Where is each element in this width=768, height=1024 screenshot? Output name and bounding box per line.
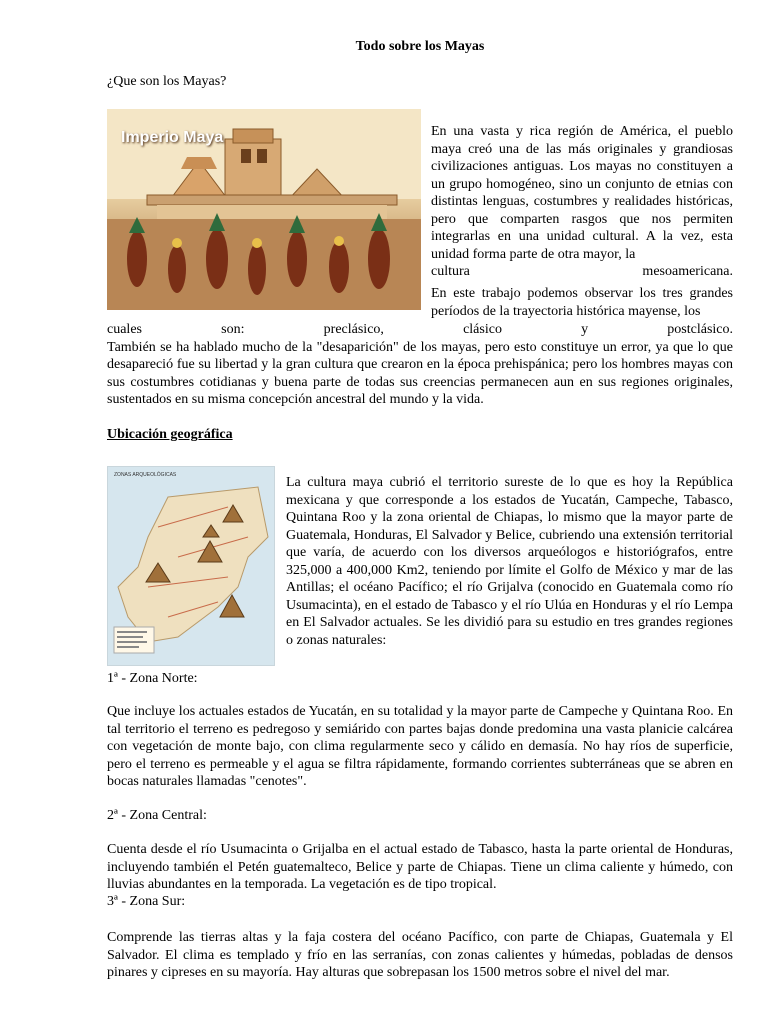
zone-north-label: 1ª - Zona Norte: <box>107 671 198 686</box>
document-page <box>107 0 733 1024</box>
periods-continued <box>107 321 733 409</box>
zone-south-label: 3ª - Zona Sur: <box>107 894 186 909</box>
intro-text: En una vasta y rica región de América, el pueblo maya creó una de las más originales y grandiosas civilizaciones antiguas. Los mayas no constituyen a un grupo homogéneo, sino un conjunto de etnias con distintas lenguas, costumbres y realidades históricas, pero que comparten rasgos que nos permiten integrarlas en una unidad cultural. A la vez, esta unidad forma parte de otra mayor, la <box>431 124 733 262</box>
zone-north-text: Que incluye los actuales estados de Yucatán, en su totalidad y la mayor parte de Campeche y Quintana Roo. En tal territorio el terreno es pedregoso y semiárido con partes bajas donde predomina una vasta planicie calcárea con vegetación de monte bajo, con clima regularmente seco y cálido en demasía. No hay ríos de superficie, pero el terreno es permeable y el agua se filtra rápidamente, formando corrientes subterráneas que se abren en bocas naturales llamadas "cenotes". <box>107 704 733 789</box>
periods-list-line: cuales son: preclásico, clásico y postclásico. <box>107 322 733 337</box>
zone-central-text: Cuenta desde el río Usumacinta o Grijalba en el actual estado de Tabasco, hasta la parte oriental de Honduras, incluyendo también el Petén guatemalteco, Belice y parte de Chiapas. Tiene un clima caliente y húmedo, con lluvias abundantes en la temporada. La vegetación es de tipo tropical. <box>107 842 733 892</box>
question-heading: ¿Que son los Mayas? <box>107 74 227 89</box>
image-caption: Imperio Maya <box>121 129 224 146</box>
section-heading: Ubicación geográfica <box>107 427 233 442</box>
archaeological-zones-map <box>107 466 275 666</box>
intro-paragraph <box>431 123 733 281</box>
map-title: ZONAS ARQUEOLÓGICAS <box>114 472 177 478</box>
zone-central-label: 2ª - Zona Central: <box>107 808 207 823</box>
zone-south-text: Comprende las tierras altas y la faja costera del océano Pacífico, con parte de Chiapas, Guatemala y El Salvador. El clima es templado y frío en las serranías, con zonas calientes y húmedas, pobladas de densos pinares y cipreses en su mayoría. Hay alturas que sobrepasan los 1500 metros sobre el nivel del mar. <box>107 930 733 980</box>
intro-text-last-line: cultura mesoamericana. <box>431 264 733 279</box>
document-title: Todo sobre los Mayas <box>355 39 485 54</box>
mayan-empire-illustration <box>107 109 421 310</box>
map-icon <box>108 467 275 666</box>
disappearance-paragraph: También se ha hablado mucho de la "desaparición" de los mayas, pero esto constituye un error, ya que lo que desapareció fue su libertad y la gran cultura que crearon en la época prehispánica; pero los hombres mayas con sus costumbres cotidianas y buena parte de todas sus creencias permanecen aun en sus regiones originales, sustentados en su misma concepción ancestral del mundo y la vida. <box>107 339 733 407</box>
geography-paragraph: La cultura maya cubrió el territorio sureste de lo que es hoy la República mexicana y que corresponde a los estados de Yucatán, Campeche, Tabasco, Quintana Roo y la zona oriental de Chiapas, lo mismo que la mayor parte de Guatemala, Honduras, El Salvador y Belice, cubriendo una extensión territorial que varía, de acuerdo con los diversos arqueólogos e historiógrafos, entre 325,000 a 400,000 Km2, teniendo por límite el Golfo de México y mar de las Antillas; el océano Pacífico; el río Grijalva (conocido en Guatemala como río Usumacinta), en el estado de Tabasco y el río Ulúa en Honduras y el río Lempa en El Salvador actuales. Se les dividió para su estudio en tres grandes regiones o zonas naturales: <box>286 475 733 648</box>
periods-paragraph: En este trabajo podemos observar los tres grandes períodos de la trayectoria histórica mayense, los <box>431 286 733 319</box>
